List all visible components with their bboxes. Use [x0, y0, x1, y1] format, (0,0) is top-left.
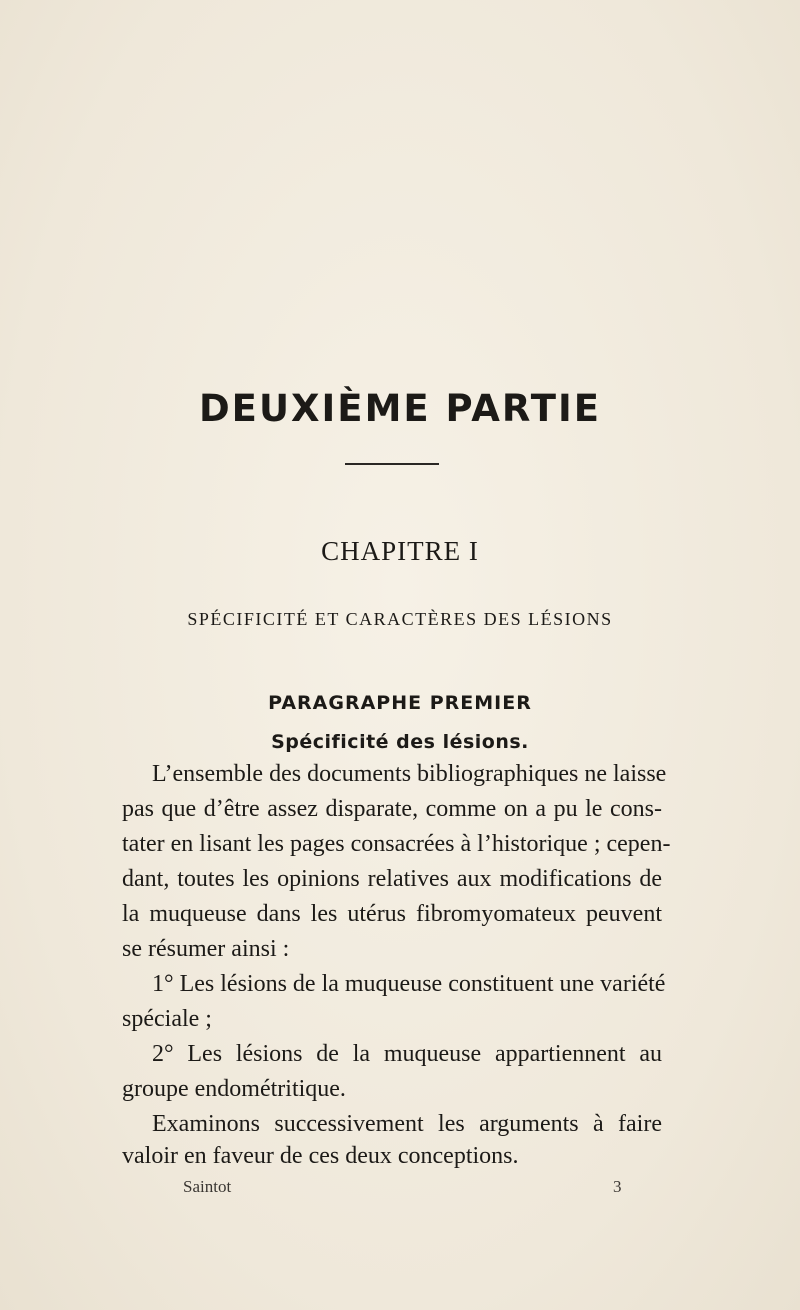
body-line: dant, toutes les opinions relatives aux modifications de	[122, 866, 662, 892]
body-line: valoir en faveur de ces deux conceptions.	[122, 1143, 519, 1169]
body-line: la muqueuse dans les utérus fibromyomateux peuvent	[122, 901, 662, 927]
section-subheading: Spécificité des lésions.	[271, 731, 529, 753]
body-line: L’ensemble des documents bibliographiques ne laisse	[152, 761, 667, 787]
body-line: tater en lisant les pages consacrées à l’historique ; cepen-	[122, 831, 671, 857]
page-number: 3	[613, 1177, 622, 1196]
chapter-title: CHAPITRE I	[321, 536, 479, 566]
footer-author: Saintot	[183, 1177, 232, 1196]
body-line: groupe endométritique.	[122, 1076, 346, 1102]
body-line: Examinons successivement les arguments à faire	[152, 1111, 662, 1137]
section-heading: PARAGRAPHE PREMIER	[268, 692, 532, 714]
body-line: 1° Les lésions de la muqueuse constituent une variété	[152, 971, 666, 997]
divider-rule	[345, 463, 439, 465]
body-line: pas que d’être assez disparate, comme on a pu le cons-	[122, 796, 662, 822]
body-line: 2° Les lésions de la muqueuse appartiennent au	[152, 1041, 662, 1067]
part-title: DEUXIÈME PARTIE	[198, 387, 602, 430]
chapter-subtitle: SPÉCIFICITÉ ET CARACTÈRES DES LÉSIONS	[187, 609, 613, 629]
body-line: spéciale ;	[122, 1006, 212, 1032]
body-line: se résumer ainsi :	[122, 936, 290, 962]
